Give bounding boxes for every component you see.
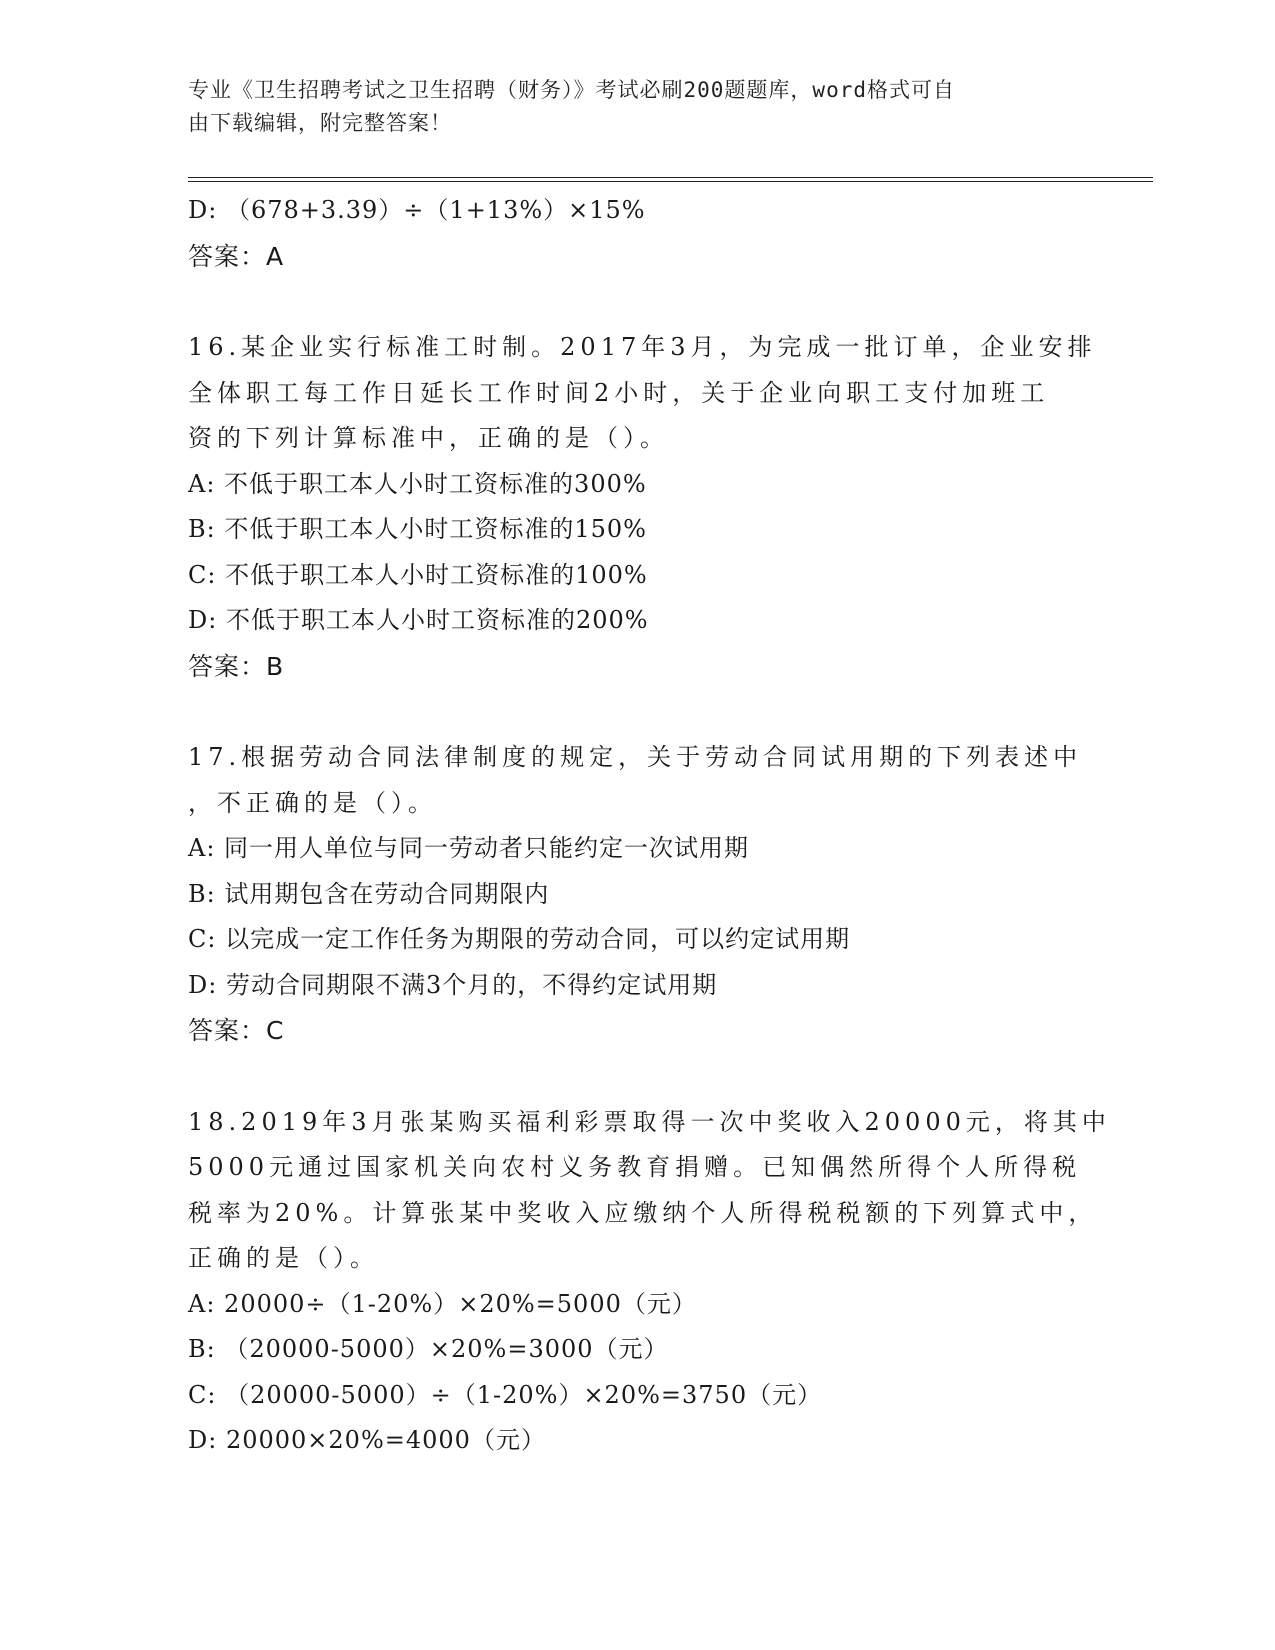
question-17-text-line: 17.根据劳动合同法律制度的规定，关于劳动合同试用期的下列表述中 (188, 743, 1083, 771)
question-18-text-line: 5000元通过国家机关向农村义务教育捐赠。已知偶然所得个人所得税 (188, 1153, 1082, 1181)
spacer (188, 1054, 1088, 1100)
page-body (188, 188, 1111, 1464)
question-16-option-d: D: 不低于职工本人小时工资标准的200% (188, 606, 649, 634)
spacer (188, 689, 1088, 735)
question-16-option-b: B: 不低于职工本人小时工资标准的150% (188, 515, 647, 543)
question-16-option-c: C: 不低于职工本人小时工资标准的100% (188, 560, 648, 589)
question-18 (188, 1100, 1111, 1464)
question-17-option-a: A: 同一用人单位与同一劳动者只能约定一次试用期 (188, 834, 750, 862)
question-17 (188, 735, 1088, 1054)
question-18-option-a: A: 20000÷（1-20%）×20%=5000（元） (188, 1289, 697, 1318)
question-17-text-line: ，不正确的是（）。 (188, 788, 437, 817)
question-16-answer: 答案：B (188, 651, 285, 681)
question-18-option-d: D: 20000×20%=4000（元） (188, 1426, 546, 1454)
question-18-text-line: 正确的是（）。 (188, 1244, 379, 1272)
spacer (188, 279, 1088, 325)
question-17-option-b: B: 试用期包含在劳动合同期限内 (188, 879, 550, 908)
question-16-option-a: A: 不低于职工本人小时工资标准的300% (188, 469, 647, 498)
prev-option-d: D: （678+3.39）÷（1+13%）×15% (188, 196, 646, 224)
header-line-2: 由下载编辑，附完整答案！ (188, 111, 452, 135)
question-16-text-line: 资的下列计算标准中，正确的是（）。 (188, 424, 669, 452)
question-18-text-line: 18.2019年3月张某购买福利彩票取得一次中奖收入20000元，将其中 (188, 1107, 1111, 1136)
question-18-option-c: C: （20000-5000）÷（1-20%）×20%=3750（元） (188, 1380, 823, 1409)
question-17-option-d: D: 劳动合同期限不满3个月的，不得约定试用期 (188, 970, 718, 999)
question-18-option-b: B: （20000-5000）×20%=3000（元） (188, 1335, 669, 1363)
header-rule-top (188, 177, 1153, 178)
question-16 (188, 325, 1097, 689)
question-17-answer: 答案：C (188, 1016, 285, 1045)
question-16-text-line: 全体职工每工作日延长工作时间2小时，关于企业向职工支付加班工 (188, 378, 1050, 407)
prev-answer: 答案：A (188, 241, 285, 271)
question-16-text-line: 16.某企业实行标准工时制。2017年3月，为完成一批订单，企业安排 (188, 333, 1097, 361)
question-17-option-c: C: 以完成一定工作任务为期限的劳动合同，可以约定试用期 (188, 925, 851, 953)
header-rule-bottom (188, 181, 1153, 182)
header-line-1: 专业《卫生招聘考试之卫生招聘（财务）》考试必刷200题题库，word格式可自 (188, 78, 955, 102)
page-header (188, 74, 1088, 140)
question-18-text-line: 税率为20%。计算张某中奖收入应缴纳个人所得税税额的下列算式中， (188, 1198, 1098, 1227)
